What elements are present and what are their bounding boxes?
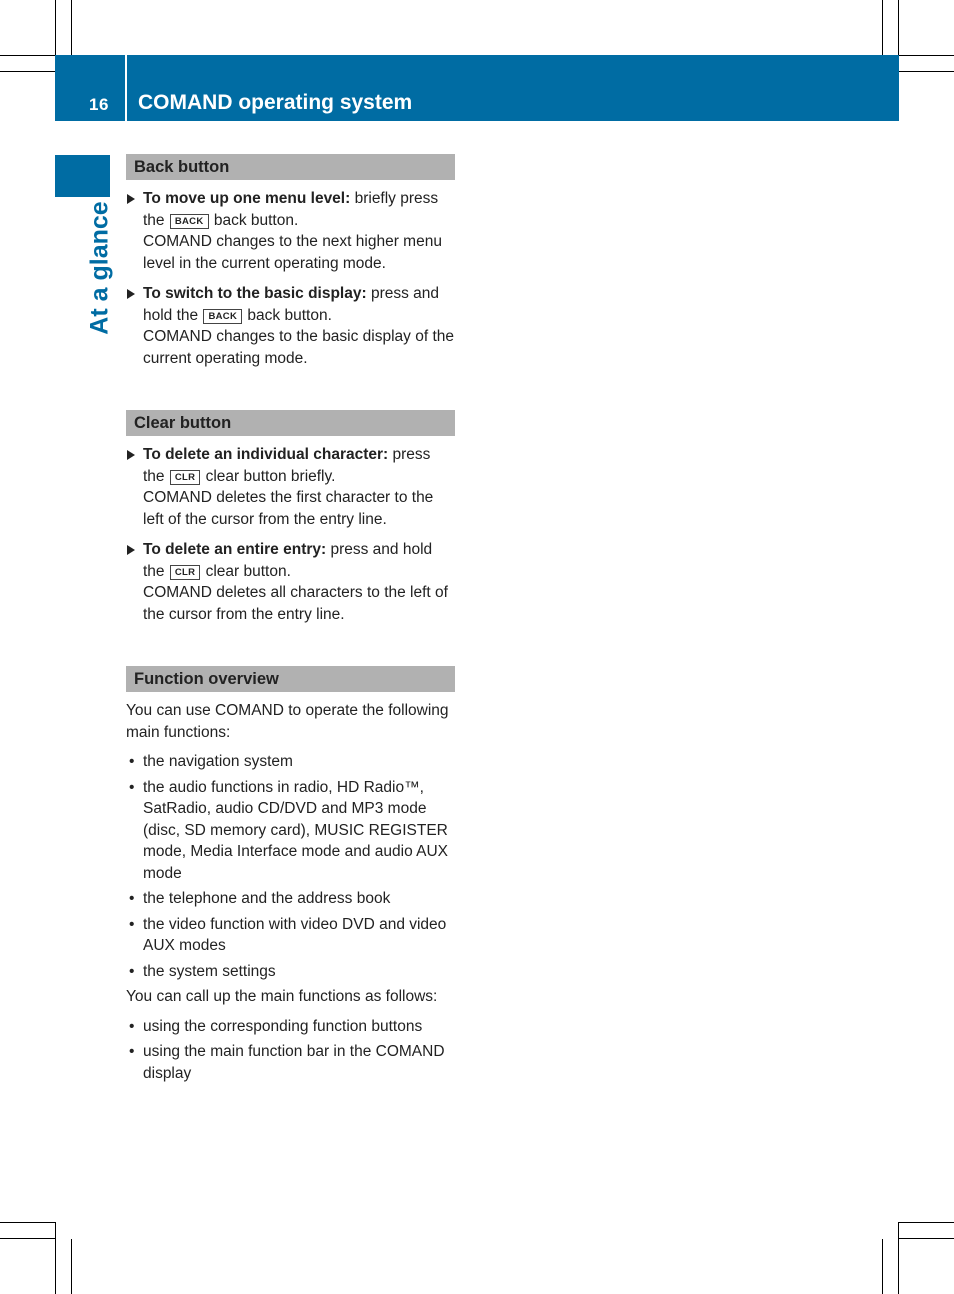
section-heading-function: Function overview [126,666,455,692]
list-item-text: the video function with video DVD and video AUX modes [143,915,447,954]
content-column [126,154,455,1088]
step-result: COMAND changes to the next higher menu level in the current operating mode. [143,233,442,272]
crop-mark [0,55,55,56]
crop-mark [71,0,72,55]
call-intro: You can call up the main functions as follows: [126,988,438,1005]
list-item [126,888,455,910]
bullet-icon: • [129,1017,135,1035]
bullet-icon: • [129,890,135,907]
step-arrow-icon [127,450,135,460]
bullet-icon: • [129,778,135,796]
function-intro: You can use COMAND to operate the following main functions: [126,702,449,741]
step-result: COMAND changes to the basic display of the current operating mode. [143,328,455,367]
instruction-step [126,539,455,625]
list-item [126,751,455,773]
crop-mark [899,1238,954,1239]
side-tab-label: At a glance [85,201,114,335]
page-header [55,55,899,121]
step-text: back button. [209,211,299,229]
list-item-text: the navigation system [143,753,293,770]
instruction-step [126,444,455,530]
step-result: COMAND deletes all characters to the left of the cursor from the entry line. [143,584,448,623]
crop-mark [55,1222,56,1294]
crop-mark [899,55,954,56]
bullet-icon: • [129,753,135,770]
instruction-step [126,283,455,369]
step-text: clear button briefly. [201,467,336,485]
crop-mark [0,71,55,72]
crop-mark [71,1239,72,1294]
crop-mark [882,0,883,55]
step-text: press and hold the [143,541,433,580]
header-divider [125,55,127,121]
clr-key-icon: CLR [170,470,200,485]
step-arrow-icon [127,289,135,299]
step-text: briefly press the [143,190,439,229]
bullet-icon: • [129,1043,135,1060]
bullet-icon: • [129,962,135,980]
step-result: COMAND deletes the first character to the left of the cursor from the entry line. [143,489,434,528]
clr-key-icon: CLR [170,565,200,580]
list-item-text: the audio functions in radio, HD Radio™, SatRadio, audio CD/DVD and MP3 mode (disc, SD memory card), MUSIC REGISTER mode, Media Interface mode and audio AUX mode [143,778,449,882]
step-text: back button. [243,306,332,324]
crop-mark [882,1239,883,1294]
step-arrow-icon [127,194,135,204]
list-item-text: the telephone and the address book [143,890,391,907]
page-number: 16 [89,95,109,114]
side-tab-marker [55,155,110,197]
section-heading-back: Back button [126,154,455,180]
list-item-text: using the corresponding function buttons [143,1017,423,1035]
step-text: press and hold the [143,285,440,324]
crop-mark [898,1222,899,1294]
instruction-step [126,188,455,274]
list-item-text: using the main function bar in the COMAND display [143,1043,445,1082]
bullet-icon: • [129,915,135,933]
list-item [126,961,455,983]
step-title: To delete an entire entry: [143,541,327,558]
list-item [126,1016,455,1038]
step-text: press the [143,446,431,485]
step-text: clear button. [201,562,291,580]
list-item [126,777,455,885]
section-heading-clear: Clear button [126,410,455,436]
crop-mark [0,1238,55,1239]
step-title: To move up one menu level: [143,190,351,207]
page-title: COMAND operating system [138,91,413,114]
crop-mark [899,1222,954,1223]
step-title: To switch to the basic display: [143,285,367,302]
crop-mark [0,1222,55,1223]
back-key-icon: BACK [170,214,209,229]
step-arrow-icon [127,545,135,555]
list-item-text: the system settings [143,962,276,980]
back-key-icon: BACK [203,309,242,324]
crop-mark [899,71,954,72]
list-item [126,914,455,957]
list-item [126,1041,455,1084]
step-title: To delete an individual character: [143,446,389,463]
